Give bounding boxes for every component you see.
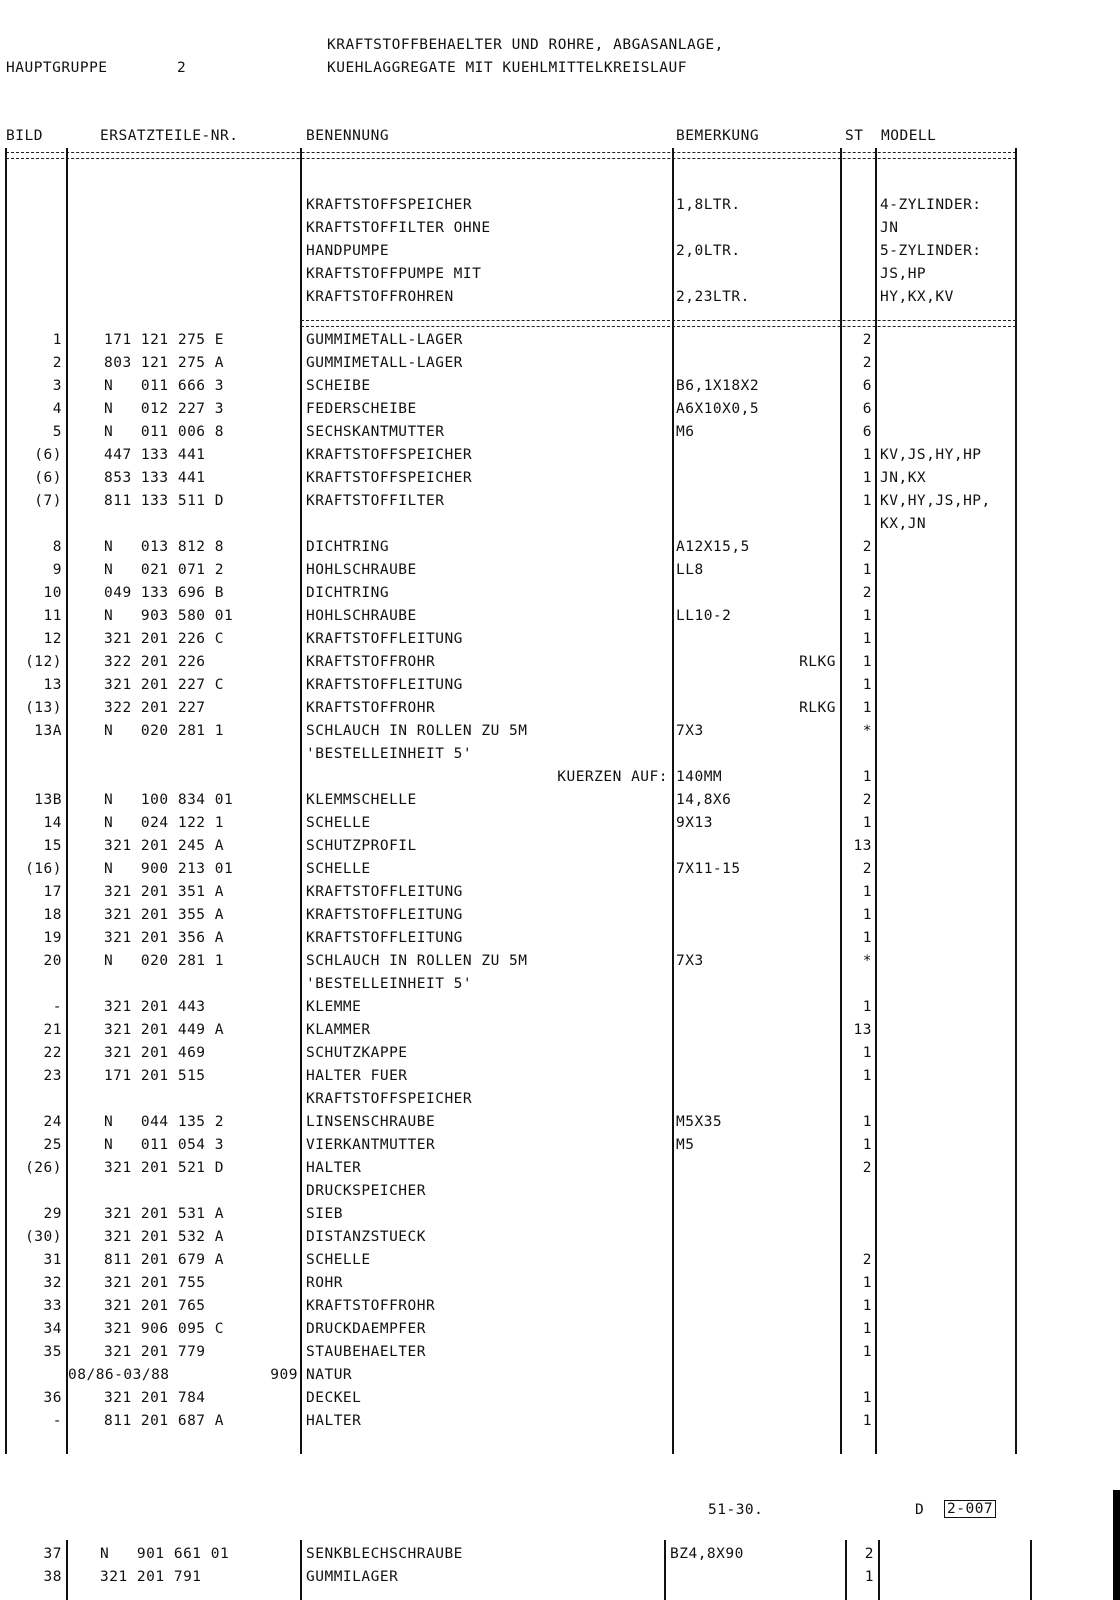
cell-st: 6 [862, 378, 872, 394]
col-header-st: ST [845, 128, 864, 144]
cell-st: 1 [862, 1413, 872, 1429]
cell-bild: 4 [52, 401, 62, 417]
cell-benennung: GUMMIMETALL-LAGER [306, 355, 463, 371]
cell-benennung: FEDERSCHEIBE [306, 401, 417, 417]
cell-benennung: HOHLSCHRAUBE [306, 562, 417, 578]
cell-color-code: 909 [270, 1367, 298, 1383]
title-line-2: KUEHLAGGREGATE MIT KUEHLMITTELKREISLAUF [327, 60, 687, 76]
intro-modell: 4-ZYLINDER: [880, 197, 982, 213]
cell-bild: (6) [34, 447, 62, 463]
intro-bemerkung: 1,8LTR. [676, 197, 741, 213]
cell-bemerkung: 14,8X6 [676, 792, 732, 808]
cell-ersatzteil: 321 201 791 [100, 1569, 202, 1585]
cell-ersatzteil: 447 133 441 [104, 447, 206, 463]
column-divider [300, 148, 302, 1454]
cell-benennung: KLAMMER [306, 1022, 371, 1038]
cell-bild: 13 [43, 677, 62, 693]
scan-edge [1113, 1490, 1120, 1600]
cell-st: 1 [862, 608, 872, 624]
cell-bild: (13) [25, 700, 62, 716]
cell-bild: - [52, 999, 62, 1015]
cell-ersatzteil: 321 201 245 A [104, 838, 224, 854]
cell-bild: 24 [43, 1114, 62, 1130]
cell-st: 2 [864, 1546, 874, 1562]
cell-benennung: DRUCKSPEICHER [306, 1183, 426, 1199]
cell-bemerkung: 7X3 [676, 723, 704, 739]
cell-benennung: DICHTRING [306, 585, 390, 601]
cell-benennung: DISTANZSTUECK [306, 1229, 426, 1245]
cell-bild: (12) [25, 654, 62, 670]
cell-bild: (30) [25, 1229, 62, 1245]
cell-benennung: KLEMME [306, 999, 362, 1015]
cell-benennung: SCHUTZKAPPE [306, 1045, 408, 1061]
cell-ersatzteil: 171 201 515 [104, 1068, 206, 1084]
cell-st: 13 [853, 1022, 872, 1038]
cell-ersatzteil: N 021 071 2 [104, 562, 224, 578]
table-border-right [1015, 148, 1017, 1454]
cell-bild: 21 [43, 1022, 62, 1038]
cell-benennung: SCHUTZPROFIL [306, 838, 417, 854]
col-header-ersatzteil: ERSATZTEILE-NR. [100, 128, 239, 144]
cell-benennung: KRAFTSTOFFROHR [306, 700, 436, 716]
col-header-bemerkung: BEMERKUNG [676, 128, 760, 144]
column-divider [66, 148, 68, 1454]
cell-benennung: KRAFTSTOFFROHR [306, 654, 436, 670]
cell-bild: 15 [43, 838, 62, 854]
cell-bild: 29 [43, 1206, 62, 1222]
cell-ersatzteil: 321 201 356 A [104, 930, 224, 946]
column-divider [1030, 1540, 1032, 1600]
cell-bild: (6) [34, 470, 62, 486]
cell-st: 1 [862, 562, 872, 578]
cell-code: RLKG [799, 654, 836, 670]
col-header-modell: MODELL [881, 128, 937, 144]
cell-benennung: KRAFTSTOFFLEITUNG [306, 884, 463, 900]
cell-bild: 5 [52, 424, 62, 440]
cell-bemerkung: M5 [676, 1137, 695, 1153]
cell-st: 1 [862, 884, 872, 900]
cell-bemerkung: M5X35 [676, 1114, 723, 1130]
cell-bemerkung: 9X13 [676, 815, 713, 831]
cell-ersatzteil: N 020 281 1 [104, 723, 224, 739]
cell-benennung: HALTER [306, 1160, 362, 1176]
cell-bild: 31 [43, 1252, 62, 1268]
cell-ersatzteil: N 901 661 01 [100, 1546, 230, 1562]
cell-ersatzteil: N 024 122 1 [104, 815, 224, 831]
cell-st: 2 [862, 539, 872, 555]
cell-bild: (16) [25, 861, 62, 877]
cell-bemerkung: LL8 [676, 562, 704, 578]
intro-modell: JN [880, 220, 899, 236]
page-code: 2-007 [944, 1500, 996, 1518]
cell-ersatzteil: 171 121 275 E [104, 332, 224, 348]
cell-ersatzteil: 811 201 679 A [104, 1252, 224, 1268]
group-number: 2 [177, 60, 187, 76]
cell-bild: 18 [43, 907, 62, 923]
cell-ersatzteil: 321 201 227 C [104, 677, 224, 693]
cell-bemerkung: LL10-2 [676, 608, 732, 624]
cell-benennung: KRAFTSTOFFLEITUNG [306, 930, 463, 946]
cell-ersatzteil: N 903 580 01 [104, 608, 234, 624]
cell-benennung: KRAFTSTOFFLEITUNG [306, 677, 463, 693]
intro-benennung: HANDPUMPE [306, 243, 390, 259]
cell-st: * [862, 723, 872, 739]
language-code: D [915, 1502, 925, 1518]
cell-ersatzteil: 811 133 511 D [104, 493, 224, 509]
intro-bemerkung: 2,23LTR. [676, 289, 750, 305]
col-header-benennung: BENENNUNG [306, 128, 390, 144]
cell-st: 1 [862, 470, 872, 486]
cell-bild: 12 [43, 631, 62, 647]
cell-st: 2 [862, 332, 872, 348]
cell-bild: 38 [43, 1569, 62, 1585]
cell-ersatzteil: N 100 834 01 [104, 792, 234, 808]
cell-st: 6 [862, 401, 872, 417]
cell-st: 2 [862, 585, 872, 601]
cell-st: 1 [862, 700, 872, 716]
cell-benennung: KRAFTSTOFFLEITUNG [306, 907, 463, 923]
cell-bild: 34 [43, 1321, 62, 1337]
intro-bemerkung: 2,0LTR. [676, 243, 741, 259]
cell-benennung: ROHR [306, 1275, 343, 1291]
cell-benennung: DECKEL [306, 1390, 362, 1406]
cell-ersatzteil: 811 201 687 A [104, 1413, 224, 1429]
cell-benennung: HOHLSCHRAUBE [306, 608, 417, 624]
column-divider [672, 148, 674, 1454]
intro-benennung: KRAFTSTOFFROHREN [306, 289, 454, 305]
cell-bild: 17 [43, 884, 62, 900]
cell-bild: 10 [43, 585, 62, 601]
cell-st: 1 [862, 1068, 872, 1084]
cell-bild: - [52, 1413, 62, 1429]
cell-benennung: SCHEIBE [306, 378, 371, 394]
cell-bemerkung: BZ4,8X90 [670, 1546, 744, 1562]
cell-bemerkung: 7X3 [676, 953, 704, 969]
cell-benennung: KRAFTSTOFFSPEICHER [306, 470, 473, 486]
cell-benennung: SCHELLE [306, 1252, 371, 1268]
cell-ersatzteil: 049 133 696 B [104, 585, 224, 601]
cell-benennung: KRAFTSTOFFSPEICHER [306, 1091, 473, 1107]
cell-ersatzteil: 321 201 351 A [104, 884, 224, 900]
cell-st: 1 [862, 815, 872, 831]
cell-ersatzteil: N 011 054 3 [104, 1137, 224, 1153]
cell-st: 2 [862, 861, 872, 877]
cell-st: 1 [862, 1344, 872, 1360]
cell-bild: 14 [43, 815, 62, 831]
cell-bild: (7) [34, 493, 62, 509]
cell-st: 1 [864, 1569, 874, 1585]
cell-benennung: SCHELLE [306, 815, 371, 831]
cell-ersatzteil: 321 201 765 [104, 1298, 206, 1314]
cell-benennung: KRAFTSTOFFROHR [306, 1298, 436, 1314]
cell-ersatzteil: 321 201 355 A [104, 907, 224, 923]
cell-ersatzteil: N 011 666 3 [104, 378, 224, 394]
cell-st: 1 [862, 493, 872, 509]
cell-st: 1 [862, 1390, 872, 1406]
cell-ersatzteil: N 900 213 01 [104, 861, 234, 877]
cell-benennung: KRAFTSTOFFSPEICHER [306, 447, 473, 463]
cell-bild: 2 [52, 355, 62, 371]
cell-st: 1 [862, 1298, 872, 1314]
cell-st: 2 [862, 1160, 872, 1176]
intro-modell: JS,HP [880, 266, 927, 282]
title-line-1: KRAFTSTOFFBEHAELTER UND ROHRE, ABGASANLAGE, [327, 37, 724, 53]
cell-benennung: SECHSKANTMUTTER [306, 424, 445, 440]
cell-bild: 33 [43, 1298, 62, 1314]
column-divider [66, 1540, 68, 1600]
cell-bemerkung: B6,1X18X2 [676, 378, 760, 394]
cell-st: 2 [862, 792, 872, 808]
cell-benennung: KRAFTSTOFFLEITUNG [306, 631, 463, 647]
col-header-bild: BILD [6, 128, 43, 144]
cell-bild: 8 [52, 539, 62, 555]
cell-benennung: GUMMIMETALL-LAGER [306, 332, 463, 348]
cell-ersatzteil: 321 201 784 [104, 1390, 206, 1406]
cell-st: 6 [862, 424, 872, 440]
cell-benennung: STAUBEHAELTER [306, 1344, 426, 1360]
cell-benennung: SCHELLE [306, 861, 371, 877]
intro-separator [301, 320, 1016, 327]
cell-bild: 11 [43, 608, 62, 624]
cell-bild: 35 [43, 1344, 62, 1360]
table-border-left [5, 148, 7, 1454]
group-label: HAUPTGRUPPE [6, 60, 108, 76]
cell-ersatzteil: N 044 135 2 [104, 1114, 224, 1130]
cell-st: 2 [862, 1252, 872, 1268]
page-reference: 51-30. [708, 1502, 764, 1518]
cell-bild: 25 [43, 1137, 62, 1153]
cell-ersatzteil: 321 201 443 [104, 999, 206, 1015]
cell-st: 1 [862, 1045, 872, 1061]
cell-bild: 19 [43, 930, 62, 946]
cell-ersatzteil: 322 201 227 [104, 700, 206, 716]
column-divider [875, 148, 877, 1454]
cell-ersatzteil: 321 201 449 A [104, 1022, 224, 1038]
cell-benennung: SCHLAUCH IN ROLLEN ZU 5M [306, 723, 528, 739]
cell-bild: 3 [52, 378, 62, 394]
cell-benennung: LINSENSCHRAUBE [306, 1114, 436, 1130]
cell-benennung: SENKBLECHSCHRAUBE [306, 1546, 463, 1562]
cell-benennung: DICHTRING [306, 539, 390, 555]
cell-bemerkung: 140MM [676, 769, 723, 785]
cell-benennung: NATUR [306, 1367, 353, 1383]
cell-modell: KX,JN [880, 516, 927, 532]
cell-st: 1 [862, 1275, 872, 1291]
cell-st: 1 [862, 631, 872, 647]
cell-st: 1 [862, 447, 872, 463]
cell-ersatzteil: 321 201 521 D [104, 1160, 224, 1176]
cell-bild: 37 [43, 1546, 62, 1562]
cell-ersatzteil: N 012 227 3 [104, 401, 224, 417]
cell-bemerkung: 7X11-15 [676, 861, 741, 877]
column-divider [300, 1540, 302, 1600]
cell-date-range: 08/86-03/88 [68, 1367, 170, 1383]
cell-bild: 23 [43, 1068, 62, 1084]
cell-benennung: KRAFTSTOFFILTER [306, 493, 445, 509]
cell-bemerkung: A6X10X0,5 [676, 401, 760, 417]
cell-st: 1 [862, 1137, 872, 1153]
header-separator [6, 152, 1016, 159]
column-divider [664, 1540, 666, 1600]
cell-st: * [862, 953, 872, 969]
cell-ersatzteil: N 020 281 1 [104, 953, 224, 969]
cell-st: 1 [862, 999, 872, 1015]
cell-st: 1 [862, 769, 872, 785]
cell-bild: 1 [52, 332, 62, 348]
cell-ersatzteil: 321 201 226 C [104, 631, 224, 647]
cell-st: 1 [862, 1321, 872, 1337]
cell-st: 2 [862, 355, 872, 371]
cell-benennung: HALTER [306, 1413, 362, 1429]
cell-ersatzteil: 321 201 755 [104, 1275, 206, 1291]
cell-benennung: DRUCKDAEMPFER [306, 1321, 426, 1337]
intro-modell: 5-ZYLINDER: [880, 243, 982, 259]
cell-bild: 20 [43, 953, 62, 969]
cell-benennung: KLEMMSCHELLE [306, 792, 417, 808]
intro-benennung: KRAFTSTOFFILTER OHNE [306, 220, 491, 236]
cell-bild: 22 [43, 1045, 62, 1061]
intro-modell: HY,KX,KV [880, 289, 954, 305]
cell-benennung: SCHLAUCH IN ROLLEN ZU 5M [306, 953, 528, 969]
cell-ersatzteil: 321 201 469 [104, 1045, 206, 1061]
cell-modell: KV,HY,JS,HP, [880, 493, 991, 509]
intro-benennung: KRAFTSTOFFPUMPE MIT [306, 266, 482, 282]
cell-st: 1 [862, 930, 872, 946]
cell-benennung: HALTER FUER [306, 1068, 408, 1084]
cell-ersatzteil: 321 201 531 A [104, 1206, 224, 1222]
cell-ersatzteil: 853 133 441 [104, 470, 206, 486]
intro-benennung: KRAFTSTOFFSPEICHER [306, 197, 473, 213]
cell-st: 1 [862, 907, 872, 923]
cell-ersatzteil: N 011 006 8 [104, 424, 224, 440]
column-divider [878, 1540, 880, 1600]
cell-bild: 9 [52, 562, 62, 578]
cell-code: RLKG [799, 700, 836, 716]
cell-benennung: 'BESTELLEINHEIT 5' [306, 746, 473, 762]
cell-benennung: KUERZEN AUF: [557, 769, 668, 785]
cell-st: 13 [853, 838, 872, 854]
cell-ersatzteil: N 013 812 8 [104, 539, 224, 555]
cell-bild: 13B [34, 792, 62, 808]
cell-bild: (26) [25, 1160, 62, 1176]
cell-benennung: SIEB [306, 1206, 343, 1222]
cell-benennung: GUMMILAGER [306, 1569, 399, 1585]
cell-ersatzteil: 321 906 095 C [104, 1321, 224, 1337]
cell-benennung: VIERKANTMUTTER [306, 1137, 436, 1153]
cell-ersatzteil: 322 201 226 [104, 654, 206, 670]
cell-ersatzteil: 321 201 532 A [104, 1229, 224, 1245]
cell-ersatzteil: 803 121 275 A [104, 355, 224, 371]
cell-st: 1 [862, 1114, 872, 1130]
cell-bemerkung: A12X15,5 [676, 539, 750, 555]
cell-bild: 36 [43, 1390, 62, 1406]
cell-st: 1 [862, 677, 872, 693]
cell-modell: KV,JS,HY,HP [880, 447, 982, 463]
cell-bild: 32 [43, 1275, 62, 1291]
cell-st: 1 [862, 654, 872, 670]
cell-ersatzteil: 321 201 779 [104, 1344, 206, 1360]
cell-bild: 13A [34, 723, 62, 739]
cell-benennung: 'BESTELLEINHEIT 5' [306, 976, 473, 992]
cell-modell: JN,KX [880, 470, 927, 486]
cell-bemerkung: M6 [676, 424, 695, 440]
